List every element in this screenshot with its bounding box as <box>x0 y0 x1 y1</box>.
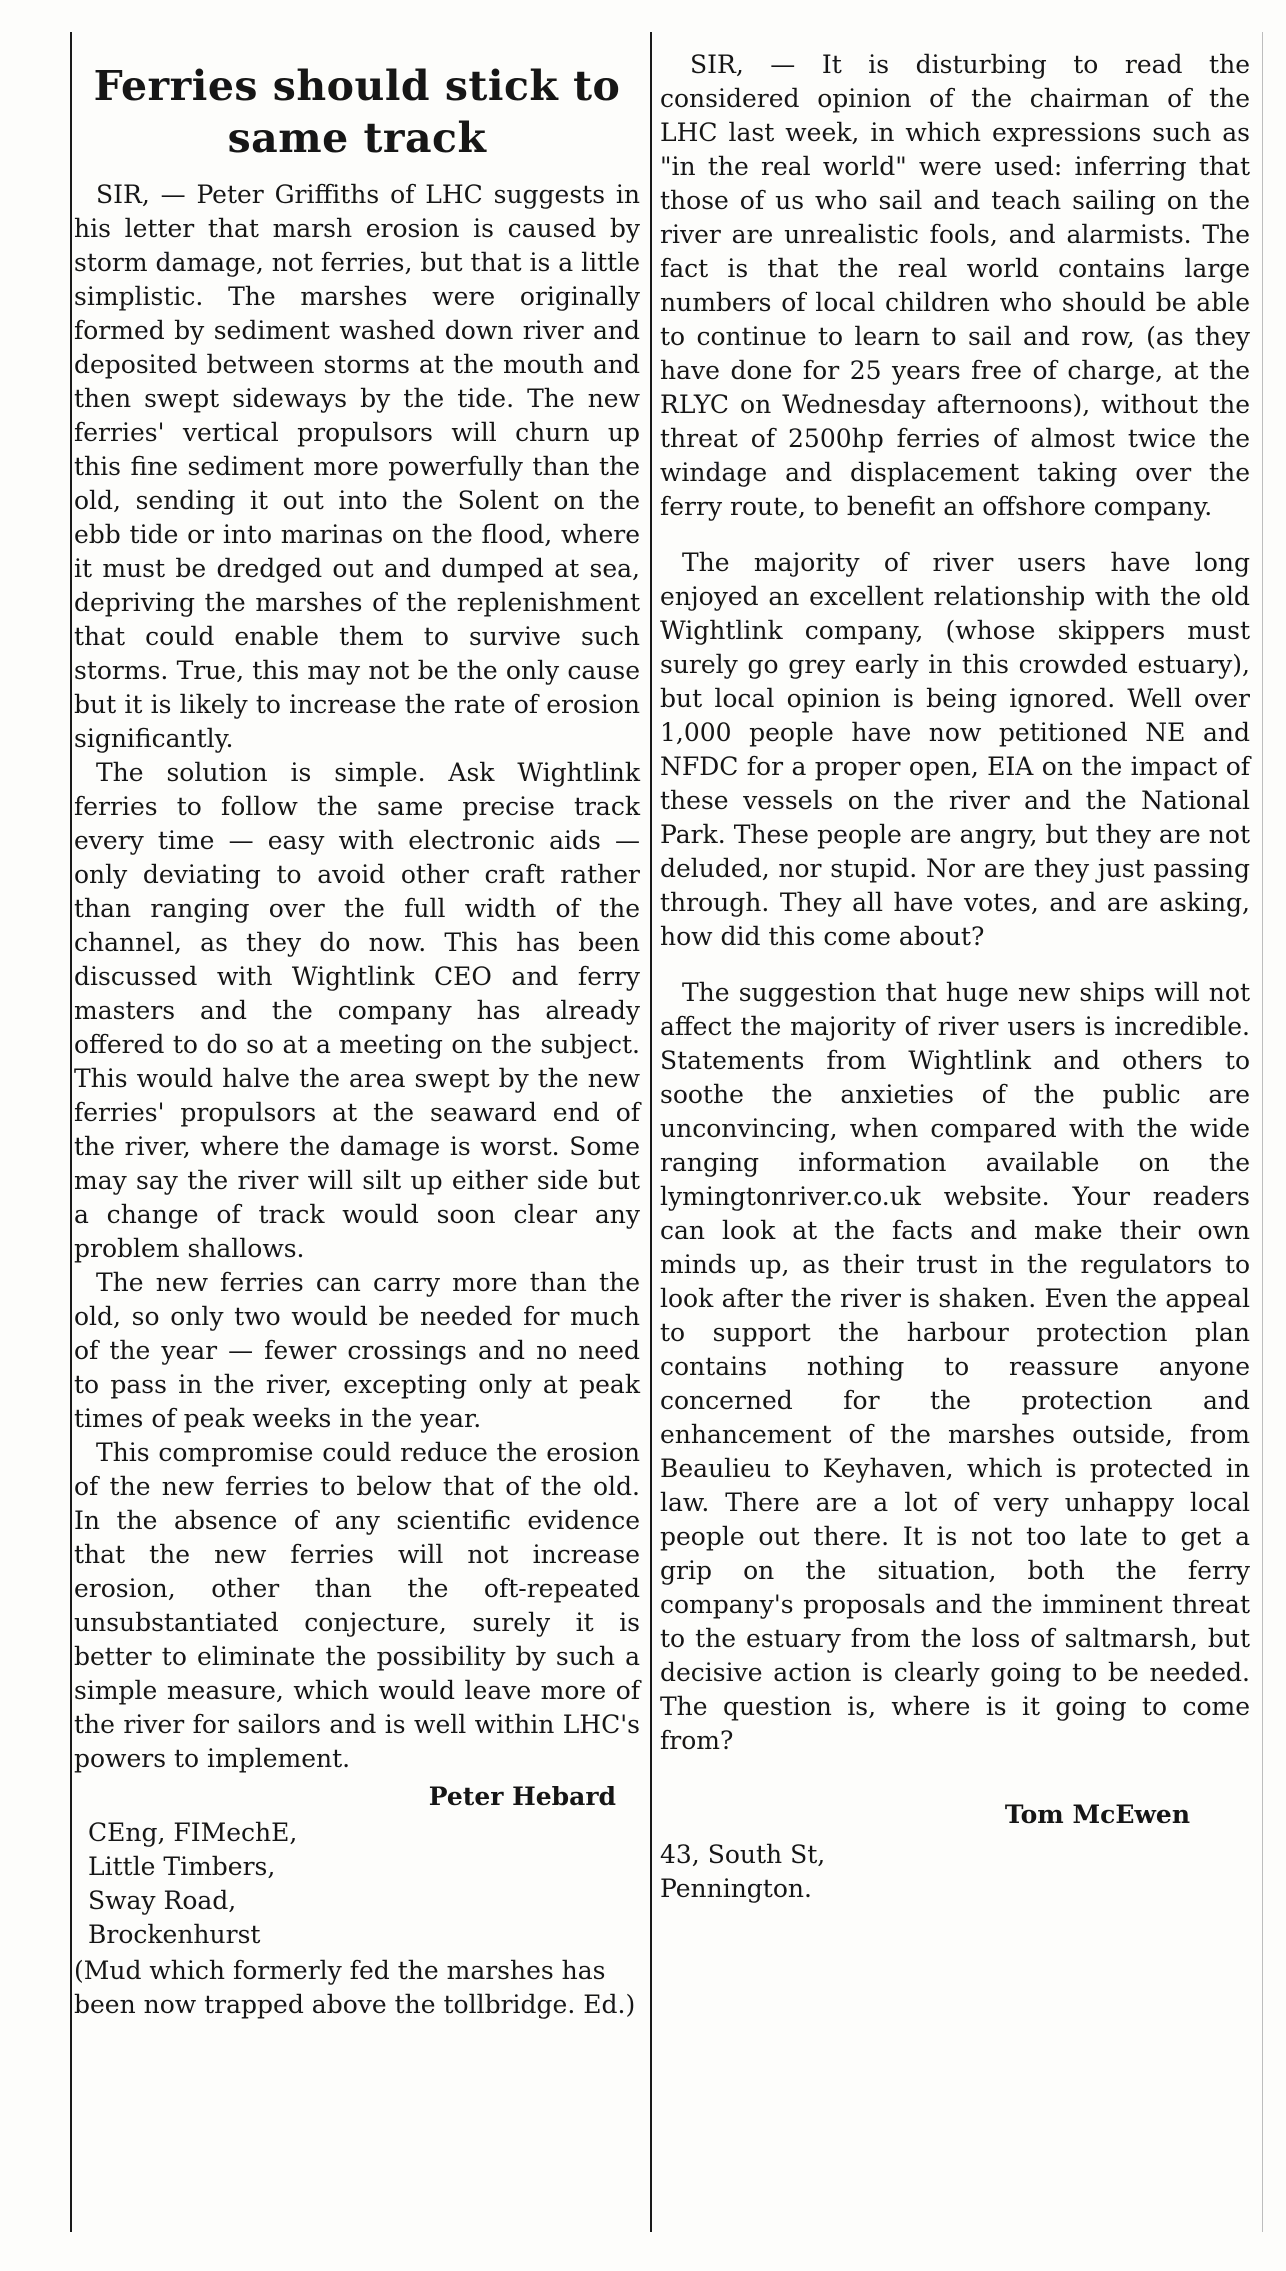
letter-paragraph: The solution is simple. Ask Wightlink ferries to follow the same precise track every time — easy with electronic aids — only deviating to avoid other craft rather than ranging over the full width of the channel, as they do now. This has been discussed with Wightlink CEO and ferry masters and the company has already offered to do so at a meeting on the subject. This would halve the area swept by the new ferries' propulsors at the seaward end of the river, where the damage is worst. Some may say the river will silt up either side but a change of track would soon clear any problem shallows. <box>74 758 640 1263</box>
address-line: Pennington. <box>660 1874 812 1903</box>
address-line: CEng, FIMechE, <box>88 1818 298 1847</box>
letter-paragraph: The new ferries can carry more than the old, so only two would be needed for much of the year — fewer crossings and no need to pass in the river, excepting only at peak times of peak weeks in the year. <box>74 1268 640 1433</box>
address-line: Sway Road, <box>88 1886 237 1915</box>
address-line: Brockenhurst <box>88 1920 261 1949</box>
letter-hebard <box>74 48 640 2022</box>
signature: Tom McEwen <box>1004 1800 1190 1829</box>
right-edge-rule <box>1262 32 1263 2232</box>
letter-paragraph: SIR, — It is disturbing to read the considered opinion of the chairman of the LHC last week, in which expressions such as "in the real world" were used: inferring that those of us who sail and teach sailing on the river are unrealistic fools, and alarmists. The fact is that the real world contains large numbers of local children who should be able to continue to learn to sail and row, (as they have done for 25 years free of charge, at the RLYC on Wednesday afternoons), without the threat of 2500hp ferries of almost twice the windage and displacement taking over the ferry route, to benefit an offshore company. <box>660 50 1250 521</box>
letter-paragraph: SIR, — Peter Griffiths of LHC suggests in his letter that marsh erosion is caused by storm damage, not ferries, but that is a little simplistic. The marshes were originally formed by sediment washed down river and deposited between storms at the mouth and then swept sideways by the tide. The new ferries' vertical propulsors will churn up this fine sediment more powerfully than the old, sending it out into the Solent on the ebb tide or into marinas on the flood, where it must be dredged out and dumped at sea, depriving the marshes of the replenishment that could enable them to survive such storms. True, this may not be the only cause but it is likely to increase the rate of erosion significantly. <box>74 180 640 753</box>
column-divider-rule <box>650 32 652 2232</box>
letter-mcewen <box>660 48 1250 1906</box>
address-line: Little Timbers, <box>88 1852 276 1881</box>
headline: Ferries should stick to same track <box>93 62 621 162</box>
left-column-rule <box>70 32 72 2232</box>
signature: Peter Hebard <box>428 1782 616 1811</box>
address-line: 43, South St, <box>660 1840 826 1869</box>
letter-paragraph: This compromise could reduce the erosion of the new ferries to below that of the old. In the absence of any scientific evidence that the new ferries will not increase erosion, other than the oft-repeated unsubstantiated conjecture, surely it is better to eliminate the possibility by such a simple measure, which would leave more of the river for sailors and is well within LHC's powers to implement. <box>74 1438 640 1773</box>
letter-paragraph: The suggestion that huge new ships will not affect the majority of river users is incredible. Statements from Wightlink and others to soothe the anxieties of the public are unconvincing, when compared with the wide ranging information available on the lymingtonriver.co.uk website. Your readers can look at the facts and make their own minds up, as their trust in the regulators to look after the river is shaken. Even the appeal to support the harbour protection plan contains nothing to reassure anyone concerned for the protection and enhancement of the marshes outside, from Beaulieu to Keyhaven, which is protected in law. There are a lot of very unhappy local people out there. It is not too late to get a grip on the situation, both the ferry company's proposals and the imminent threat to the estuary from the loss of saltmarsh, but decisive action is clearly going to be needed. The question is, where is it going to come from? <box>660 978 1250 1755</box>
letter-paragraph: The majority of river users have long enjoyed an excellent relationship with the old Wightlink company, (whose skippers must surely go grey early in this crowded estuary), but local opinion is being ignored. Well over 1,000 people have now petitioned NE and NFDC for a proper open, EIA on the impact of these vessels on the river and the National Park. These people are angry, but they are not deluded, nor stupid. Nor are they just passing through. They all have votes, and are asking, how did this come about? <box>660 548 1250 951</box>
editor-note: (Mud which formerly fed the marshes has been now trapped above the tollbridge. Ed.) <box>74 1956 636 2019</box>
